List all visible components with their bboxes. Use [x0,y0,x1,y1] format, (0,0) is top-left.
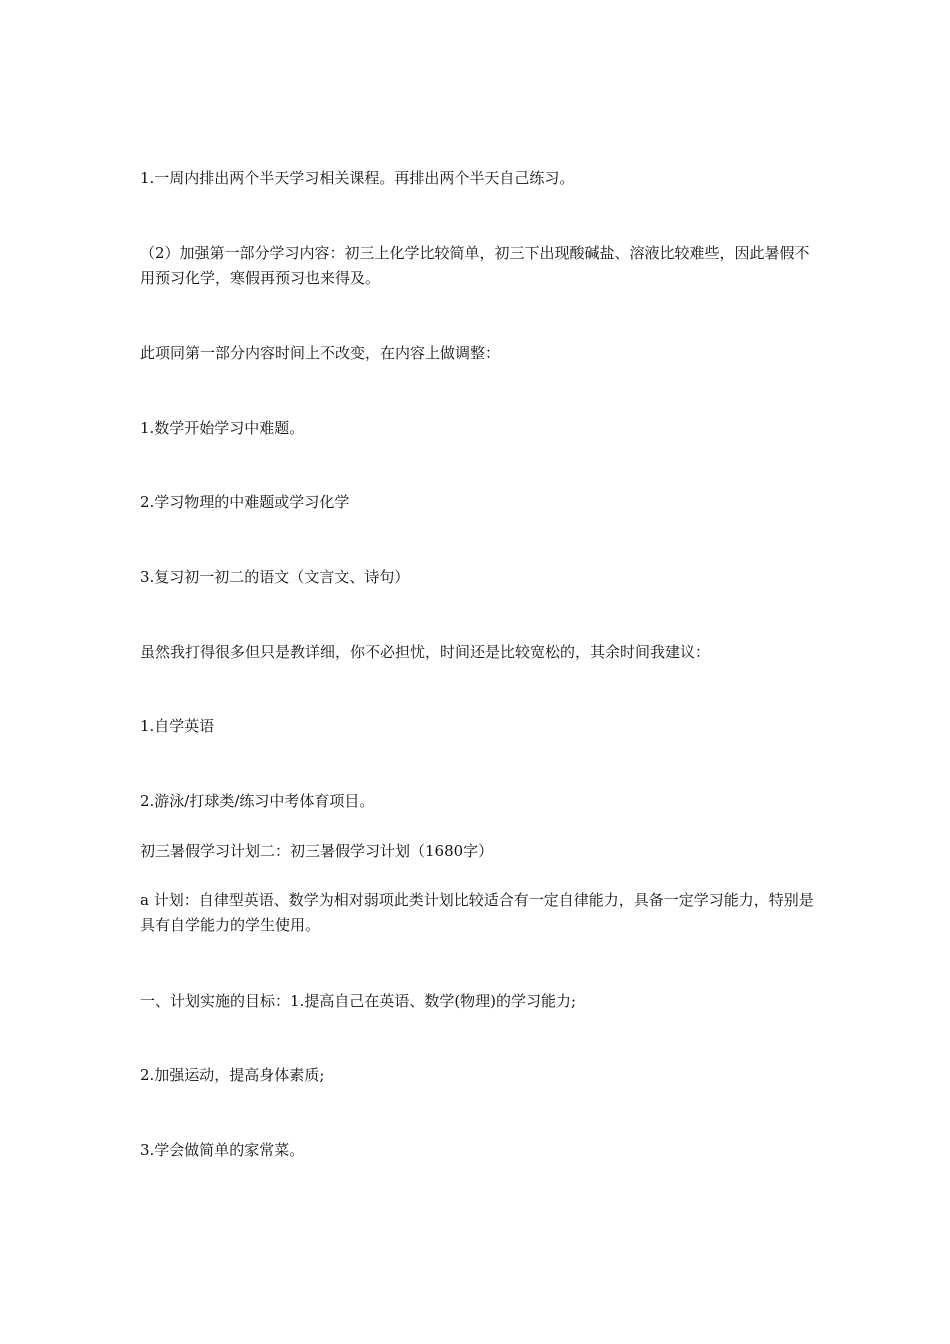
paragraph-suggestion: 虽然我打得很多但只是教详细，你不必担忧，时间还是比较宽松的，其余时间我建议： [140,643,711,661]
paragraph-cooking: 3.学会做简单的家常菜。 [140,1141,305,1159]
paragraph-physics: 2.学习物理的中难题或学习化学 [140,493,350,511]
paragraph-chinese: 3.复习初一初二的语文（文言文、诗句） [140,568,410,586]
paragraph-english: 1.自学英语 [140,717,215,735]
section-heading: 初三暑假学习计划二：初三暑假学习计划（1680字） [140,842,494,860]
paragraph-plan-a: a 计划：自律型英语、数学为相对弱项此类计划比较适合有一定自律能力，具备一定学习能力，特别是具有自学能力的学生使用。 [140,891,814,934]
paragraph-adjustment: 此项同第一部分内容时间上不改变，在内容上做调整： [140,344,501,362]
paragraph-chemistry: （2）加强第一部分学习内容：初三上化学比较简单，初三下出现酸碱盐、溶液比较难些，因此暑假不用预习化学，寒假再预习也来得及。 [140,244,810,287]
paragraph-exercise: 2.加强运动，提高身体素质; [140,1066,325,1084]
paragraph-math: 1.数学开始学习中难题。 [140,419,305,437]
paragraph-schedule: 1.一周内排出两个半天学习相关课程。再排出两个半天自己练习。 [140,169,575,187]
paragraph-goals: 一、计划实施的目标：1.提高自己在英语、数学(物理)的学习能力; [140,992,577,1010]
paragraph-sports: 2.游泳/打球类/练习中考体育项目。 [140,792,375,810]
